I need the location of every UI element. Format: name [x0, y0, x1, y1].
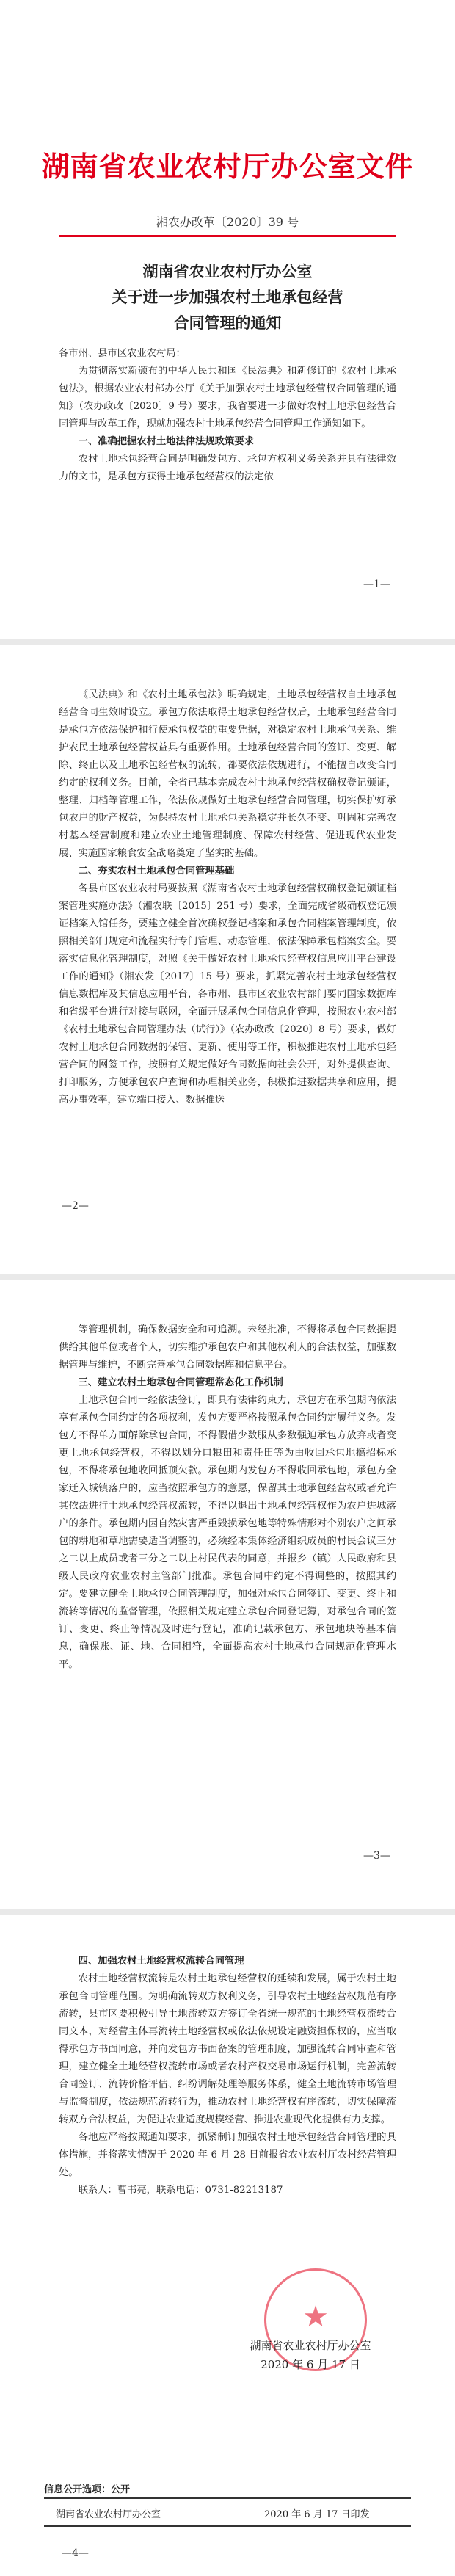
- page-break: [0, 1909, 455, 1915]
- section3-paragraph: 土地承包合同一经依法签订，即具有法律约束力，承包方在承包期内依法享有承包合同约定的各项权利，发包方要严格按照承包合同约定履行义务。发包方不得单方面解除承包合同，不得假借少数服从多数强迫承包方放弃或者变更土地承包经营权，不得以划分口粮田和责任田等为由收回承包地搞招标承包，不得将承包地收回抵顶欠款。承包期内发包方不得收回承包地，承包方全家迁入城镇落户的，应当按照承包方的意愿，保留其土地承包经营权或者允许其依法进行土地承包经营权流转，不得以退出土地承包经营权作为农户进城落户的条件。承包期内因自然灾害严重毁损承包地等特殊情形对个别农户之间承包的耕地和草地需要适当调整的，必须经本集体经济组织成员的村民会议三分之二以上成员或者三分之二以上村民代表的同意，并报乡（镇）人民政府和县级人民政府农业农村主管部门批准。承包合同中约定不得调整的，按照其约定。要建立健全土地承包合同管理制度，加强对承包合同签订、变更、终止和流转等情况的监督管理，依照相关规定建立承包合同登记簿，对承包合同的签订、变更、终止等情况及时进行登记，准确记载承包方、承包地块等基本信息，确保账、证、地、合同相符，全面提高农村土地承包合同规范化管理水平。: [59, 1395, 396, 1670]
- title-line-1: 湖南省农业农村厅办公室: [142, 262, 313, 280]
- signing-unit: 湖南省农业农村厅办公室: [250, 2339, 371, 2352]
- red-header-title: 湖南省农业农村厅办公室文件: [41, 150, 414, 183]
- page-number-2: —2—: [62, 1200, 89, 1212]
- page2-body: [59, 686, 396, 1109]
- signature-block: [233, 2336, 387, 2374]
- page-number-4: —4—: [62, 2547, 89, 2559]
- footer-issuer: 湖南省农业农村厅办公室: [56, 2509, 161, 2520]
- page3-body: [59, 1321, 396, 1674]
- page-break: [0, 639, 455, 645]
- title-line-2: 关于进一步加强农村土地承包经营: [112, 288, 343, 306]
- section-heading-1: 一、准确把握农村土地法律法规政策要求: [78, 436, 254, 447]
- section4-paragraph: 农村土地经营权流转是农村土地承包经营权的延续和发展，属于农村土地承包合同管理范围。为明确流转双方权利义务，引导农村土地经营权规范有序流转，县市区要积极引导土地流转双方签订全省统一规范的土地经营权流转合同文本，对经营主体再流转土地经营权或依法依规设定融资担保权的，应当取得承包方书面同意，并向发包方书面备案的管理制度，加强流转合同审查和管理，建立健全土地经营权流转市场或者农村产权交易市场运行机制，完善流转合同签订、流转价格评估、纠纷调解处理等服务体系，健全土地流转市场管理与监督制度，依法规范流转行为，推动农村土地经营权有序流转，切实保障流转双方合法权益，为促进农业适度规模经营、推进农业现代化提供有力支撑。: [59, 1973, 396, 2125]
- document-title: [0, 258, 455, 335]
- signing-date: 2020 年 6 月 17 日: [261, 2358, 360, 2371]
- footer-rule-top: [44, 2497, 411, 2499]
- footer-print-date: 2020 年 6 月 17 日印发: [264, 2509, 370, 2520]
- section1-paragraph: 农村土地承包经营合同是明确发包方、承包方权利义务关系并具有法律效力的文书，是承包方获得土地承包经营权的法定依: [59, 454, 396, 482]
- section2-continued: 等管理机制，确保数据安全和可追溯。未经批准，不得将承包合同数据提供给其他单位或者个人，切实维护承包农户和其他权利人的合法权益，加强数据管理与维护，不断完善承包合同数据库和信息平台。: [59, 1324, 396, 1371]
- footer-rule-bottom: [44, 2525, 411, 2527]
- page-number-3: —3—: [363, 1850, 390, 1862]
- intro-paragraph: 为贯彻落实新颁布的中华人民共和国《民法典》和新修订的《农村土地承包法》，根据农业农村部办公厅《关于加强农村土地承包经营权合同管理的通知》（农办政改〔2020〕9 号）要求，我省要进一步做好农村土地承包经营合同管理与改革工作，现就加强农村土地承包经营合同管理工作通知如下。: [59, 366, 396, 429]
- page-number-1: —1—: [363, 578, 390, 590]
- public-attribute: 信息公开选项：公开: [44, 2484, 131, 2495]
- section-heading-4: 四、加强农村土地经营权流转合同管理: [78, 1956, 244, 1967]
- section1-continued: 《民法典》和《农村土地承包法》明确规定，土地承包经营权自土地承包经营合同生效时设立。承包方依法取得土地承包经营权后，土地承包经营合同是承包方依法保护和行使承包权益的重要凭据，对稳定农村土地承包关系、维护农民土地承包经营权益具有重要作用。土地承包经营合同的签订、变更、解除、终止以及土地承包经营权的流转，都要依法依规进行，不能擅自改变合同约定的权利义务。目前，全省已基本完成农村土地承包经营权确权登记颁证，整理、归档等管理工作，依法依规做好土地承包经营合同管理，切实保护好承包农户的财产权益，为保持农村土地承包关系稳定并长久不变、巩固和完善农村基本经营制度和建立农业土地管理制度、保障农村经营、促进现代农业发展、实施国家粮食安全战略奠定了坚实的基础。: [59, 689, 396, 859]
- document-number: 湘农办改革〔2020〕39 号: [156, 215, 299, 229]
- seal-star-icon: ★: [302, 2300, 329, 2334]
- section-heading-2: 二、夯实农村土地承包合同管理基础: [78, 866, 235, 877]
- recipient: 各市州、县市区农业农村局：: [59, 348, 186, 359]
- title-line-3: 合同管理的通知: [173, 313, 282, 332]
- section2-paragraph: 各县市区农业农村局要按照《湖南省农村土地承包经营权确权登记颁证档案管理实施办法》（湘农联〔2015〕251 号）要求，全面完成省级确权登记颁证档案入馆任务，要建立健全首次确权登记档案和承包合同档案管理制度，依照相关部门规定和流程实行专门管理、动态管理，依法保障承包档案安全。要落实信息化管理制度，对照《关于做好农村土地承包经营权信息应用平台建设工作的通知》（湘农发〔2017〕15 号）要求，抓紧完善农村土地承包经营权信息数据库及其信息应用平台，各市州、县市区农业农村部门要同国家数据库和省级平台进行对接与联网，全面开展承包合同信息化管理，按照农业农村部《农村土地承包合同管理办法（试行）》（农办政改〔2020〕8 号）要求，做好农村土地承包合同数据的保管、更新、使用等工作，积极推进农村土地承包经营合同的网签工作，按照有关规定做好合同数据向社会公开，对外提供查询、打印服务，方便承包农户查询和办理相关业务，积极推进数据共享和应用，提高办事效率，建立端口接入、数据推送: [59, 883, 396, 1106]
- page-break: [0, 1274, 455, 1280]
- closing-paragraph: 各地应严格按照通知要求，抓紧制订加强农村土地承包经营合同管理的具体措施，并将落实情况于 2020 年 6 月 28 日前报省农业农村厅农村经营管理处。: [59, 2132, 396, 2178]
- section-heading-3: 三、建立农村土地承包合同管理常态化工作机制: [78, 1377, 283, 1388]
- page1-body: [59, 345, 396, 486]
- contact-line: 联系人：曹书亮，联系电话：0731-82213187: [78, 2185, 283, 2196]
- red-divider-line: [59, 235, 396, 237]
- page4-body: [59, 1953, 396, 2199]
